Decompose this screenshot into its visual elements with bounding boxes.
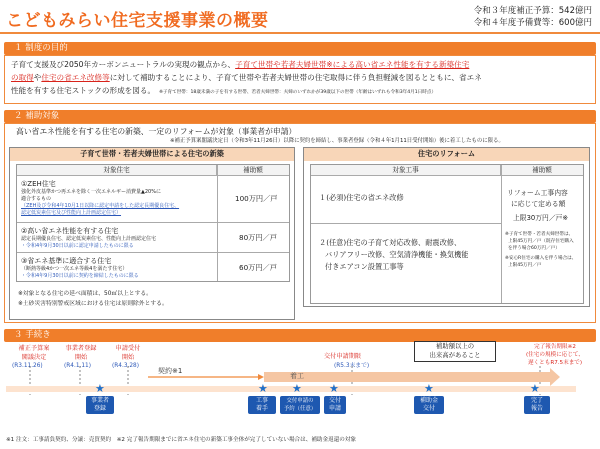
reform-note-2: 上限45万円／戸（既存住宅購入 — [508, 239, 574, 244]
reform-row-divider — [311, 223, 501, 224]
milestone-deadline-label: 交付申請期限 — [324, 353, 362, 360]
row-3-amount: 60万円／戸 — [239, 263, 277, 272]
reform-note-4: ※安心R住宅の購入を伴う場合は、 — [505, 256, 577, 261]
milestone-registration-date: (R4.1.11) — [64, 363, 91, 369]
star-icon: ★ — [292, 382, 302, 395]
table-row — [17, 176, 289, 223]
reform-amount-1: リフォーム工事内容 — [507, 189, 568, 197]
section-1-heading-text: １ 制度の目的 — [14, 43, 68, 53]
row-3-desc-2: ・令和4年9月30日以前に契約を締結したものに限る — [21, 273, 139, 279]
new-build-table — [9, 147, 295, 320]
reform-item-1: １(必須)住宅の省エネ改修 — [319, 193, 404, 202]
row-2-desc-1: 認定長期優良住宅、認定低炭素住宅、性能向上計画認定住宅 — [21, 236, 157, 242]
step-reservation: 交付申請の 予約（任意） — [280, 396, 320, 414]
purpose-text-1b: 子育て世帯や若者夫婦世帯※による高い省エネ性能を有する新築住宅 — [235, 60, 470, 69]
timeline-base — [6, 386, 576, 392]
new-build-foot-2: ※土砂災害特別警戒区域における住宅は原則除外とする。 — [18, 301, 168, 307]
section-2-heading — [4, 110, 596, 123]
star-icon: ★ — [530, 382, 540, 395]
section-3-heading-text: ３ 手続き — [14, 330, 51, 340]
construction-arrowhead — [550, 368, 560, 386]
milestone-budget-date: (R3.11.26) — [12, 363, 43, 369]
row-2-amount: 80万円／戸 — [239, 233, 277, 242]
title-rule — [0, 32, 600, 34]
step-grant-application: 交付 申請 — [324, 396, 346, 414]
row-1-desc-2: 適合するもの — [21, 196, 52, 202]
row-1-desc-1: 強化外皮基準かつ再エネを除く一次エネルギー消費量▲20%に — [21, 189, 161, 195]
row-1-desc-3: （ZEH及び令和4年10月1日以降に認定申請をした認定長期優良住宅、 — [21, 203, 180, 209]
reform-divider — [501, 165, 502, 303]
section-3-heading — [4, 329, 596, 342]
row-1-desc-4: 認定低炭素住宅及び性能向上計画認定住宅） — [21, 210, 122, 216]
row-2-name: ②高い省エネ性能を有する住宅 — [21, 227, 119, 235]
reform-table — [303, 147, 590, 307]
subsidy-note: ※補正予算案閣議決定日（令和3年11月26日）以降に契約を締結し、事業者登録（令和４年1月11日受付開始）後に着工したものに限る。 — [170, 138, 504, 144]
step-registration: 事業者 登録 — [86, 396, 114, 414]
progress-condition-callout: 補助額以上の 出来高があること — [414, 341, 496, 362]
section-2-heading-text: ２ 補助対象 — [14, 111, 60, 121]
col-target-house: 対象住宅 — [17, 165, 217, 176]
star-icon: ★ — [424, 382, 434, 395]
new-build-title: 子育て世帯・若者夫婦世帯による住宅の新築 — [10, 148, 294, 161]
milestone-application-label: 申請受付 開始 — [115, 345, 141, 361]
step-completion-report: 完了 報告 — [524, 396, 550, 414]
table-row — [17, 253, 289, 281]
budget-box — [474, 5, 592, 29]
purpose-line-2 — [11, 72, 482, 84]
milestone-deadline-date: (R5.3末まで) — [334, 363, 370, 369]
purpose-footnote: ※子育て世帯：18歳未満の子を有する世帯、若者夫婦世帯：夫婦のいずれかが39歳以下の世帯（年齢はいずれも令和3年4月1日時点） — [159, 90, 437, 95]
section-1-heading — [4, 42, 596, 55]
reform-amount-2: に応じて定める額 — [511, 200, 566, 208]
procedure-footnote: ※1 注文：工事請負契約、分譲：売買契約 ※2 完了報告期限までに省エネ住宅の新築工事全体が完了していない場合は、補助金返還の対象 — [6, 437, 357, 443]
budget-line-1: 令和３年度補正予算：542億円 — [473, 6, 592, 16]
purpose-line-3 — [11, 85, 436, 99]
reform-note-3: を伴う場合60万円／戸） — [508, 246, 560, 251]
reform-grid — [310, 164, 584, 304]
purpose-text-2a: の取得 — [11, 73, 34, 82]
purpose-text-3a: 性能を有する住宅ストックの形成を図る。 — [11, 86, 156, 95]
purpose-text-1a: 子育て支援及び2050年カーボンニュートラルの実現の観点から、 — [11, 60, 236, 69]
reform-title: 住宅のリフォーム — [304, 148, 589, 161]
row-2-desc-2: ・令和4年9月30日以前に認定申請したものに限る — [21, 243, 134, 249]
row-3-name: ③省エネ基準に適合する住宅 — [21, 257, 112, 265]
milestone-completion-label: 完了報告期限※2 (住宅の規模に応じて、 遅くともR7.5末まで) — [525, 344, 584, 366]
purpose-text-2b: や — [33, 73, 42, 82]
contract-label: 契約※1 — [158, 367, 183, 375]
contract-arrowhead — [258, 374, 264, 380]
star-icon: ★ — [258, 382, 268, 395]
table-row — [17, 223, 289, 253]
purpose-text-2c: 住宅の省エネ改修等 — [41, 73, 110, 82]
reform-note-1: ※子育て世帯・若者夫婦世帯は、 — [505, 232, 574, 237]
reform-item-2c: 付きエアコン設置工事等 — [325, 262, 404, 271]
col-amount: 補助額 — [217, 165, 289, 176]
milestone-budget-label: 補正予算案 閣議決定 — [18, 345, 50, 361]
reform-note-5: 上限45万円／戸 — [508, 263, 542, 268]
page-title: こどもみらい住宅支援事業の概要 — [6, 11, 269, 31]
step-grant-payment: 補助金 交付 — [414, 396, 444, 414]
step-start-work: 工事 着手 — [248, 396, 276, 414]
col-reform-amount: 補助額 — [501, 165, 583, 176]
purpose-line-1 — [11, 59, 469, 71]
milestone-registration-label: 事業者登録 開始 — [65, 345, 97, 361]
budget-line-2: 令和４年度予備費等：600億円 — [473, 18, 592, 28]
milestone-application-date: (R4.3.28) — [112, 363, 139, 369]
subsidy-intro: 高い省エネ性能を有する住宅の新築、一定のリフォームが対象（事業者が申請） — [16, 127, 297, 136]
new-build-foot-1: ※対象となる住宅の延べ面積は、50㎡以上とする。 — [18, 291, 152, 297]
row-3-desc-1: （断熱等級4かつ一次エネ等級4を満たす住宅） — [21, 266, 128, 272]
construction-band — [264, 372, 550, 382]
purpose-text-2d: に対して補助することにより、子育て世帯や若者夫婦世帯の住宅取得に伴う負担軽減を図るとともに、省エネ — [109, 73, 482, 82]
reform-item-2b: バリアフリー改修、空気清浄機能・換気機能 — [325, 250, 469, 259]
star-icon: ★ — [95, 382, 105, 395]
construction-label: 着工 — [290, 372, 304, 380]
star-icon: ★ — [329, 382, 339, 395]
reform-amount-3: 上限30万円／戸※ — [513, 214, 569, 222]
row-1-amount: 100万円／戸 — [235, 194, 278, 203]
row-1-name: ①ZEH住宅 — [21, 180, 56, 188]
reform-item-2a: ２(任意)住宅の子育て対応改修、耐震改修、 — [319, 238, 462, 247]
col-target-work: 対象工事 — [311, 165, 501, 176]
new-build-grid — [16, 164, 290, 282]
section-1-body — [4, 55, 596, 104]
